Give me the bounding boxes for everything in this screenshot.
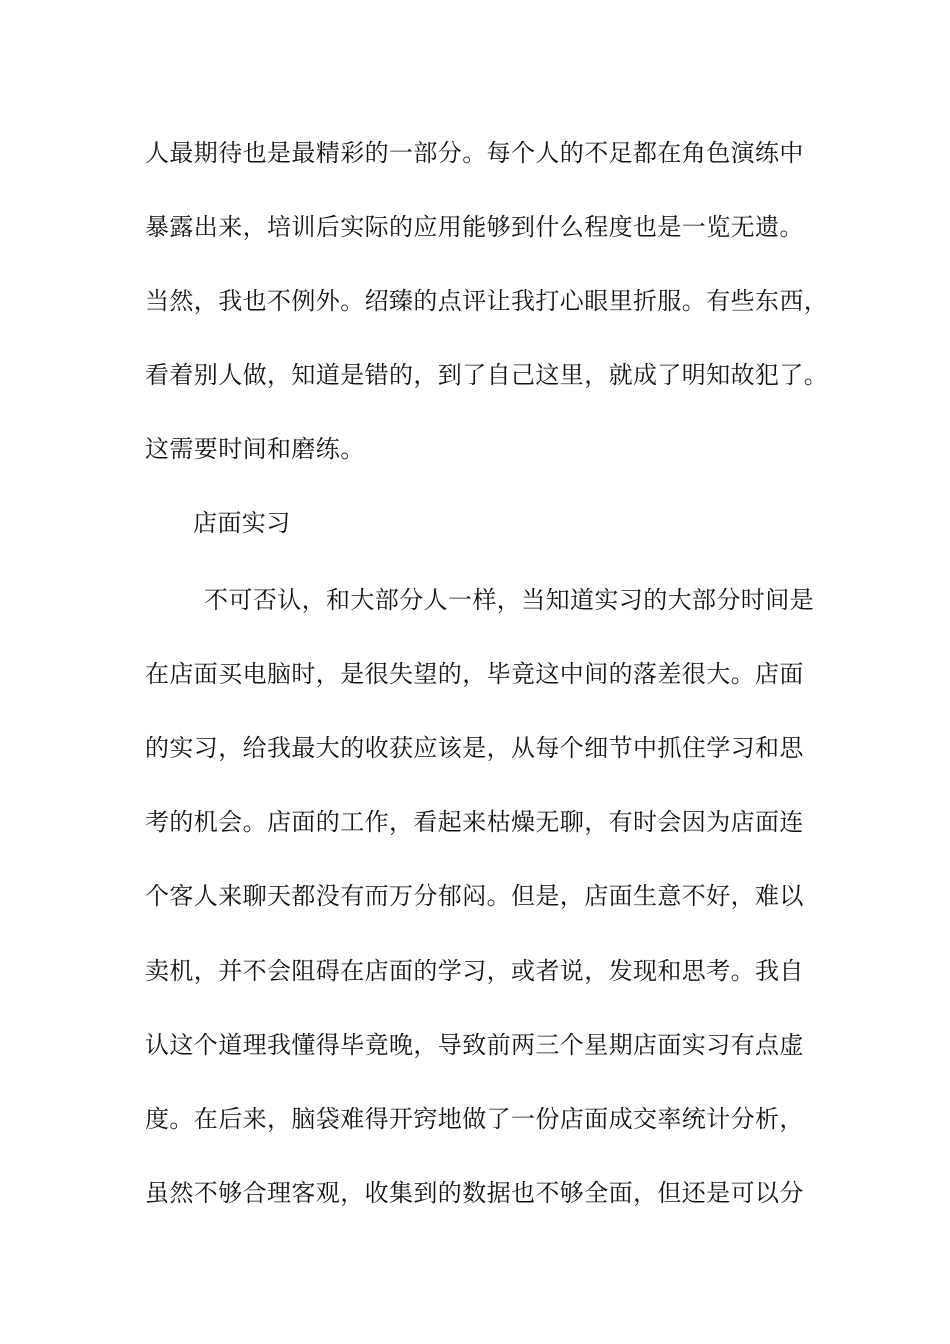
paragraph-line: 看着别人做，知道是错的，到了自己这里，就成了明知故犯了。 [145,361,829,389]
paragraph-line: 暴露出来，培训后实际的应用能够到什么程度也是一览无遗。 [145,213,804,241]
paragraph-line: 当然，我也不例外。绍臻的点评让我打心眼里折服。有些东西， [145,287,829,315]
paragraph-line: 卖机，并不会阻碍在店面的学习，或者说，发现和思考。我自 [145,957,804,985]
paragraph-line: 人最期待也是最精彩的一部分。每个人的不足都在角色演练中 [145,139,804,167]
paragraph-line: 个客人来聊天都没有而万分郁闷。但是，店面生意不好，难以 [145,882,804,910]
paragraph-line: 不可否认，和大部分人一样，当知道实习的大部分时间是 [204,586,814,614]
paragraph-line: 度。在后来，脑袋难得开窍地做了一份店面成交率统计分析， [145,1105,804,1133]
paragraph-line: 认这个道理我懂得毕竟晚，导致前两三个星期店面实习有点虚 [145,1031,804,1059]
paragraph-line: 在店面买电脑时，是很失望的，毕竟这中间的落差很大。店面 [145,660,804,688]
paragraph-line: 虽然不够合理客观，收集到的数据也不够全面，但还是可以分 [145,1179,804,1207]
section-heading: 店面实习 [193,509,291,537]
paragraph-line: 这需要时间和磨练。 [145,435,365,463]
paragraph-line: 考的机会。店面的工作，看起来枯燥无聊，有时会因为店面连 [145,808,804,836]
paragraph-line: 的实习，给我最大的收获应该是，从每个细节中抓住学习和思 [145,734,804,762]
